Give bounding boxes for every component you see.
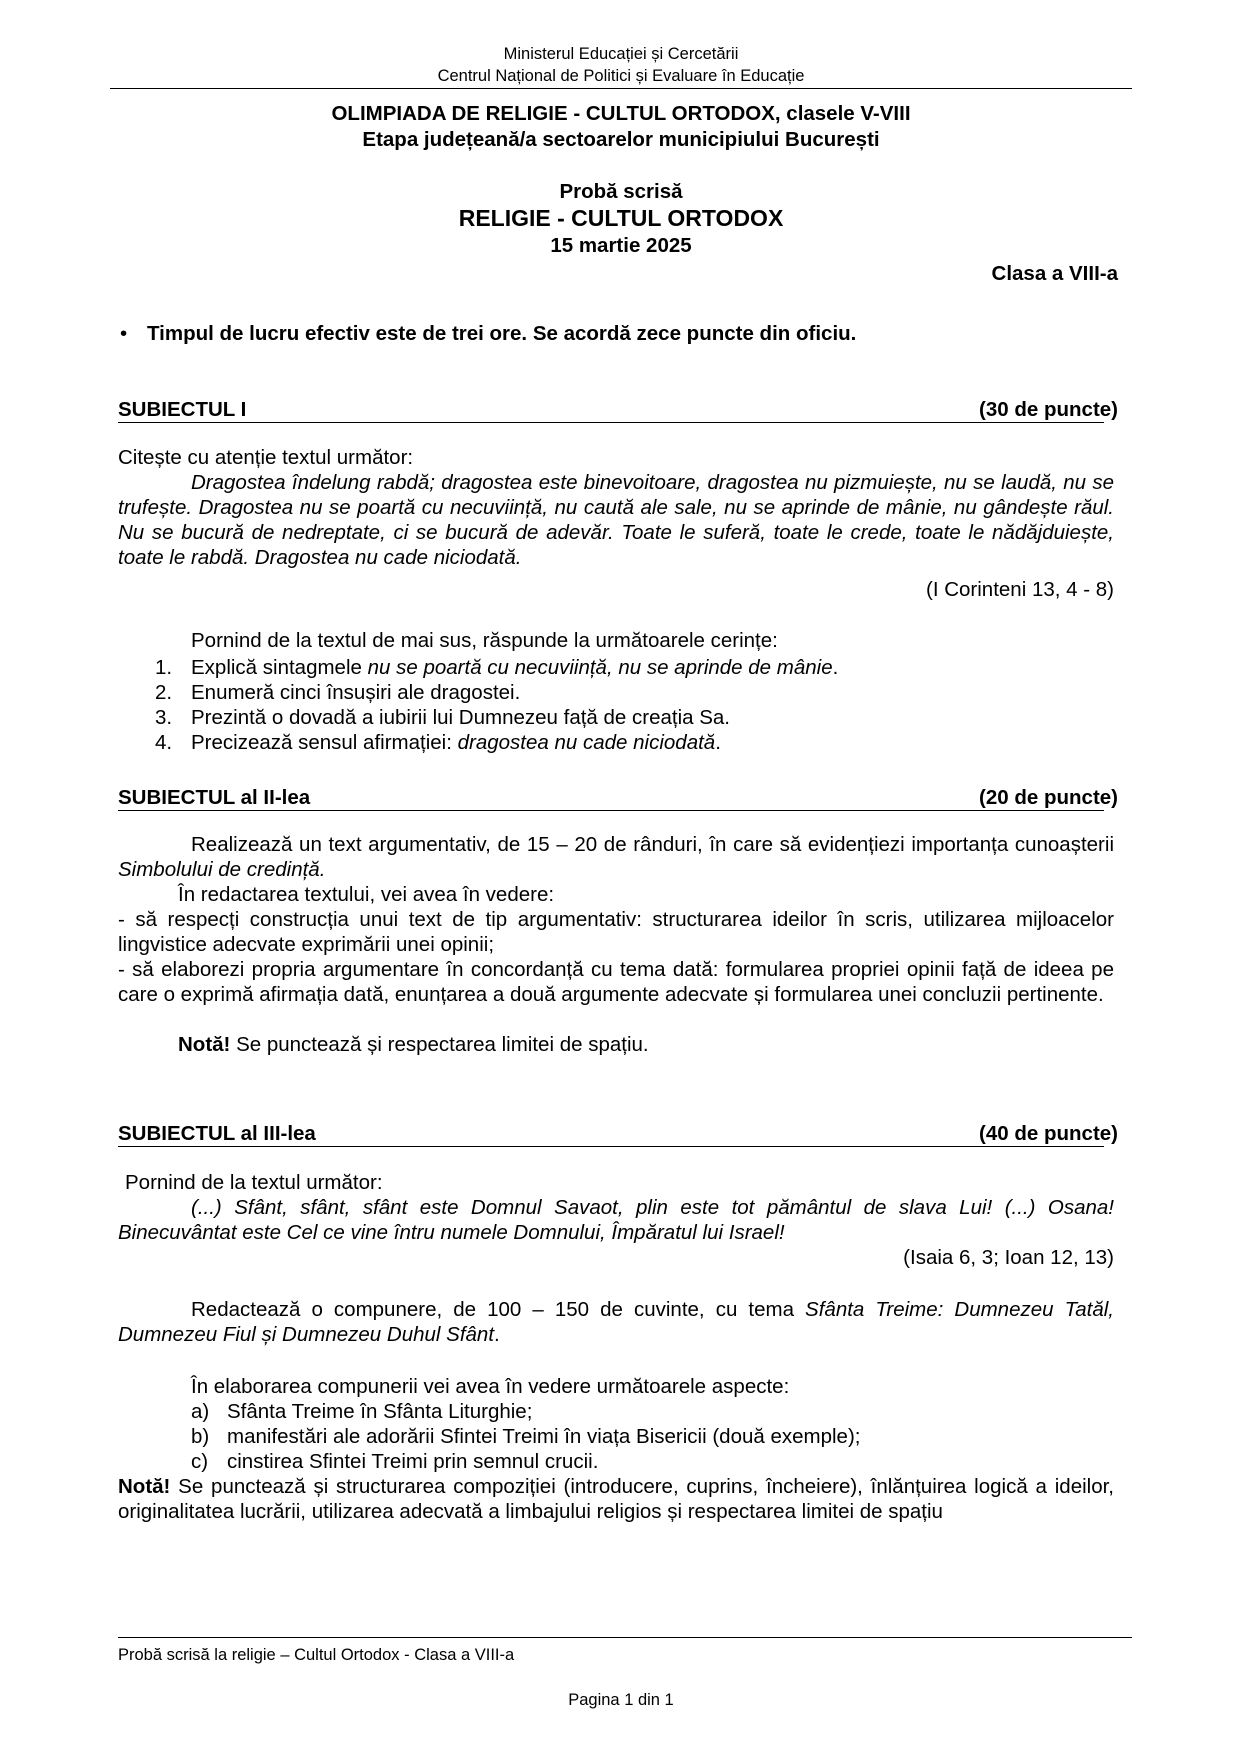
- requirement-1-phrase: nu se poartă cu necuviință, nu se aprinde de mânie: [367, 656, 833, 679]
- subject-2-points: (20 de puncte): [979, 786, 1118, 809]
- subject-3-quote: (...) Sfânt, sfânt, sfânt este Domnul Savaot, plin este tot pământul de slava Lui! (...) Osana! Binecuvântat este Cel ce vine întru numele Domnului, Împăratul lui Israel!: [118, 1196, 1114, 1244]
- subject-1-prompt: Pornind de la textul de mai sus, răspunde la următoarele cerințe:: [191, 629, 778, 652]
- subject-1-intro: Citește cu atenție textul următor:: [118, 446, 414, 469]
- aspect-a-text: Sfânta Treime în Sfânta Liturghie;: [227, 1400, 533, 1423]
- header-rule: [110, 88, 1132, 89]
- subject-2-guidance-intro: În redactarea textului, vei avea în vedere:: [178, 883, 555, 906]
- footer-title: Probă scrisă la religie – Cultul Ortodox - Clasa a VIII-a: [118, 1646, 515, 1664]
- subject-3-name: SUBIECTUL al III-lea: [118, 1122, 316, 1145]
- subject-3-note: [118, 1474, 1114, 1524]
- aspect-a-letter: a): [191, 1400, 210, 1423]
- subject-2-task-text: Realizează un text argumentativ, de 15 – 20 de rânduri, în care să evidențiezi importanța cunoașterii: [191, 833, 1114, 856]
- subject-2-heading: [118, 784, 1118, 814]
- requirement-3-text: Prezintă o dovadă a iubirii lui Dumnezeu față de creația Sa.: [191, 706, 731, 729]
- subject-1-underline: [118, 422, 1104, 423]
- ministry-name: Ministerul Educației și Cercetării: [503, 45, 739, 63]
- subject-3-task-theme: Sfânta Treime: Dumnezeu Tatăl, Dumnezeu Fiul și Dumnezeu Duhul Sfânt: [118, 1298, 1114, 1346]
- olympiad-title: OLIMPIADA DE RELIGIE - CULTUL ORTODOX, clasele V-VIII: [331, 102, 911, 125]
- requirement-1-number: 1.: [155, 656, 173, 679]
- requirement-1-text: Explică sintagmele: [191, 656, 368, 679]
- proba-label: Probă scrisă: [559, 180, 683, 203]
- subject-3-task: [118, 1297, 1114, 1347]
- subject-1-reference: (I Corinteni 13, 4 - 8): [926, 578, 1114, 601]
- subject-2-task-symbol: Simbolului de credință.: [118, 858, 326, 881]
- subject-1-heading: [118, 396, 1118, 426]
- footer-rule: [118, 1637, 1132, 1638]
- subject-1-points: (30 de puncte): [979, 398, 1118, 421]
- subject-3-underline: [118, 1146, 1104, 1147]
- requirement-4-text: Precizează sensul afirmației:: [191, 731, 458, 754]
- requirement-2-text: Enumeră cinci însușiri ale dragostei.: [191, 681, 521, 704]
- subject-2-guidance-2: - să elaborezi propria argumentare în concordanță cu tema dată: formularea propriei opinii față de ideea pe care o exprimă afirmația dată, enunțarea a două argumente adecvate și formularea unei concluzii pertinente.: [118, 958, 1114, 1006]
- subject-2-task: [118, 832, 1114, 882]
- subject-2-underline: [118, 810, 1104, 811]
- stage-title: Etapa județeană/a sectoarelor municipiului București: [362, 128, 880, 151]
- aspect-b-text: manifestări ale adorării Sfintei Treimi în viața Bisericii (două exemple);: [227, 1425, 861, 1448]
- exam-date: 15 martie 2025: [550, 234, 692, 257]
- aspect-c-letter: c): [191, 1450, 209, 1473]
- requirement-3-number: 3.: [155, 706, 173, 729]
- aspect-b-letter: b): [191, 1425, 210, 1448]
- requirement-4-period: .: [715, 731, 721, 754]
- subject-1-quote: Dragostea îndelung rabdă; dragostea este binevoitoare, dragostea nu pizmuiește, nu se laudă, nu se trufește. Dragostea nu se poartă cu necuviință, nu caută ale sale, nu se aprinde de mânie, nu gândește răul. Nu se bucură de nedreptate, ci se bucură de adevăr. Toate le suferă, toate le crede, toate le nădăjduiește, toate le rabdă. Dragostea nu cade niciodată.: [118, 471, 1114, 569]
- subject-3-note-text: Se punctează și structurarea compoziției (introducere, cuprins, încheiere), înlănțuirea logică a ideilor, originalitatea lucrării, utilizarea adecvată a limbajului religios și respectarea limitei de spațiu: [118, 1475, 1114, 1523]
- subject-2-name: SUBIECTUL al II-lea: [118, 786, 311, 809]
- subject-2-note-label: Notă!: [178, 1033, 231, 1056]
- requirement-4-number: 4.: [155, 731, 173, 754]
- instruction-text: Timpul de lucru efectiv este de trei ore. Se acordă zece puncte din oficiu.: [147, 322, 857, 345]
- center-name: Centrul Național de Politici și Evaluare în Educație: [437, 67, 805, 85]
- subject-1-name: SUBIECTUL I: [118, 398, 247, 421]
- subject-title: RELIGIE - CULTUL ORTODOX: [458, 205, 784, 231]
- subject-3-note-label: Notă!: [118, 1475, 171, 1498]
- subject-3-reference: (Isaia 6, 3; Ioan 12, 13): [903, 1246, 1114, 1269]
- subject-3-heading: [118, 1120, 1118, 1150]
- subject-3-points: (40 de puncte): [979, 1122, 1118, 1145]
- subject-3-task-text: Redactează o compunere, de 100 – 150 de cuvinte, cu tema: [191, 1298, 806, 1321]
- subject-3-aspects-intro: În elaborarea compunerii vei avea în vedere următoarele aspecte:: [191, 1375, 790, 1398]
- requirement-1-period: .: [832, 656, 839, 679]
- aspect-c-text: cinstirea Sfintei Treimi prin semnul crucii.: [227, 1450, 599, 1473]
- class-label: Clasa a VIII-a: [991, 262, 1118, 285]
- subject-2-note: [178, 1032, 649, 1057]
- subject-3-intro: Pornind de la textul următor:: [125, 1171, 383, 1194]
- subject-3-task-period: .: [494, 1323, 500, 1346]
- requirement-4-phrase: dragostea nu cade niciodată: [457, 731, 716, 754]
- requirement-2-number: 2.: [155, 681, 173, 704]
- subject-2-note-text: Se punctează și respectarea limitei de spațiu.: [230, 1033, 649, 1056]
- subject-2-guidance-1: - să respecți construcția unui text de tip argumentativ: structurarea ideilor în scris, utilizarea mijloacelor lingvistice adecvate exprimării unei opinii;: [118, 908, 1114, 956]
- bullet: •: [120, 322, 128, 345]
- page-number: Pagina 1 din 1: [568, 1691, 674, 1709]
